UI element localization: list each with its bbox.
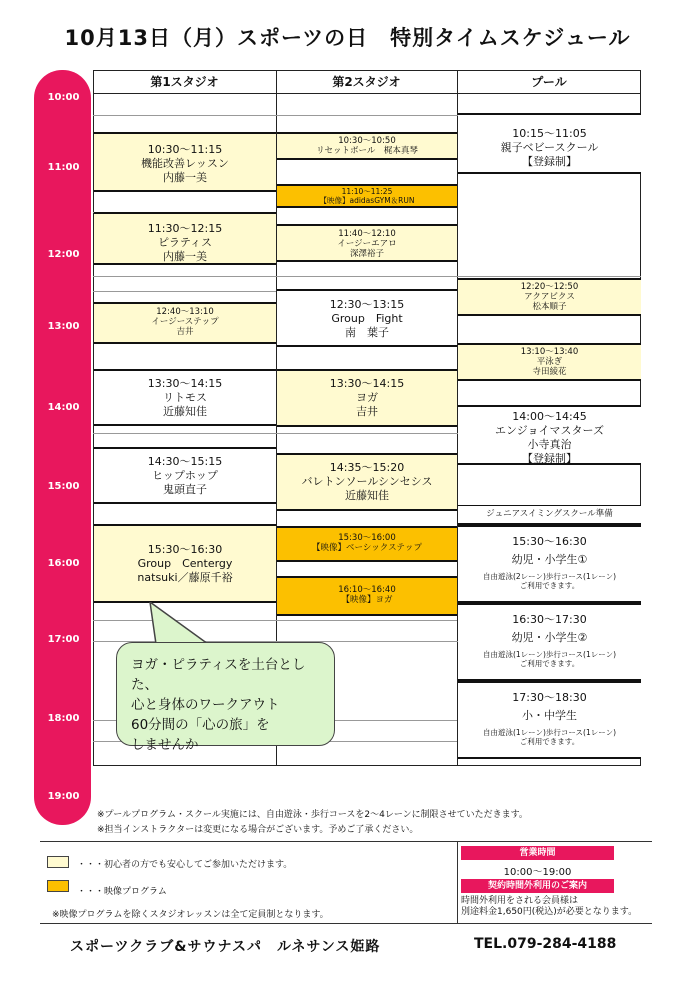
time-label: 12:00 — [47, 249, 80, 260]
page-title: 10月13日（月）スポーツの日 特別タイムスケジュール — [64, 26, 631, 50]
pool-program: 16:30～17:30 幼児・小学生② 自由遊泳(1レーン)歩行コース(1レーン) ご利用できます。 — [458, 603, 641, 681]
time-label: 18:00 — [47, 713, 80, 724]
pool-program: 12:20～12:50 アクアビクス 松本順子 — [458, 278, 641, 316]
contract-title: 契約時間外利用のご案内 — [461, 879, 614, 893]
divider — [40, 923, 652, 924]
phone-number: TEL.079-284-4188 — [474, 936, 617, 952]
legend-video: ・・・映像プログラム — [77, 887, 167, 897]
contract-info: 時間外利用をされる会員様は 別途料金1,650円(税込)が必要となります。 — [461, 896, 638, 917]
time-label: 11:00 — [47, 162, 80, 173]
legend-swatch-beginner — [47, 856, 69, 868]
time-label: 14:00 — [47, 402, 80, 413]
pool-program-junior-prep: ジュニアスイミングスクール準備 — [458, 505, 641, 525]
hours-title: 営業時間 — [461, 846, 614, 860]
pool-program: 17:30～18:30 小・中学生 自由遊泳(1レーン)歩行コース(1レーン) ご利用できます。 — [458, 681, 641, 759]
studio1-lesson-centergy: 15:30～16:30 Group Centergy natsuki／藤原千裕 — [94, 524, 276, 603]
time-label: 10:00 — [47, 92, 80, 103]
studio2-video-lesson: 11:10～11:25 【映像】adidasGYM＆RUN — [277, 184, 457, 208]
legend-reservation-note: ※映像プログラムを除くスタジオレッスンは全て定員制となります。 — [52, 910, 329, 920]
time-label: 16:00 — [47, 558, 80, 569]
business-hours: 10:00～19:00 — [503, 867, 572, 878]
time-label: 19:00 — [47, 791, 80, 802]
note-pool: ※プールプログラム・スクール実施には、自由遊泳・歩行コースを2～4レーンに制限させていただきます。 — [97, 810, 528, 820]
studio1-lesson: 13:30～14:15 リトモス 近藤知佳 — [94, 369, 276, 426]
studio2-lesson: 11:40～12:10 イージーエアロ 深澤裕子 — [277, 224, 457, 262]
club-name: スポーツクラブ&サウナスパ ルネサンス姫路 — [70, 939, 381, 955]
studio2-lesson: 12:30～13:15 Group Fight 南 葉子 — [277, 289, 457, 347]
studio2-video-lesson: 15:30～16:00 【映像】ベーシックステップ — [277, 526, 457, 562]
legend-swatch-video — [47, 880, 69, 892]
divider — [457, 841, 458, 923]
bubble-tail — [148, 602, 228, 646]
studio2-lesson: 13:30～14:15 ヨガ 吉井 — [277, 369, 457, 427]
time-label: 13:00 — [47, 321, 80, 332]
time-label: 17:00 — [47, 634, 80, 645]
grid-divider — [93, 93, 641, 94]
time-bar — [34, 70, 91, 825]
studio2-lesson: 10:30～10:50 リセットボール 梶本真琴 — [277, 132, 457, 160]
promo-bubble: ヨガ・ピラティスを土台とした、 心と身体のワークアウト 60分間の「心の旅」を しませんか — [116, 642, 335, 746]
divider — [40, 841, 652, 842]
legend-beginner: ・・・初心者の方でも安心してご参加いただけます。 — [77, 860, 293, 870]
studio2-video-lesson: 16:10～16:40 【映像】ヨガ — [277, 576, 457, 616]
pool-program: 14:00～14:45 エンジョイマスターズ 小寺真治 【登録制】 — [458, 405, 641, 465]
note-instructor: ※担当インストラクターは変更になる場合がございます。予めご了承ください。 — [97, 825, 419, 835]
studio1-lesson: 11:30～12:15 ピラティス 内藤一美 — [94, 212, 276, 265]
pool-program: 13:10～13:40 平泳ぎ 寺田綾花 — [458, 343, 641, 381]
studio1-lesson: 12:40～13:10 イージーステップ 吉井 — [94, 302, 276, 344]
pool-program: 10:15～11:05 親子ベビースクール 【登録制】 — [458, 113, 641, 174]
time-label: 15:00 — [47, 481, 80, 492]
studio1-lesson: 10:30～11:15 機能改善レッスン 内藤一美 — [94, 132, 276, 192]
column-header-studio2: 第2スタジオ — [332, 75, 401, 89]
pool-program: 15:30～16:30 幼児・小学生① 自由遊泳(2レーン)歩行コース(1レーン) ご利用できます。 — [458, 525, 641, 603]
studio2-lesson: 14:35～15:20 バレトンソールシンセシス 近藤知佳 — [277, 453, 457, 511]
studio1-lesson: 14:30～15:15 ヒップホップ 鬼頭直子 — [94, 447, 276, 504]
column-header-pool: プール — [531, 75, 567, 89]
column-header-studio1: 第1スタジオ — [150, 75, 219, 89]
